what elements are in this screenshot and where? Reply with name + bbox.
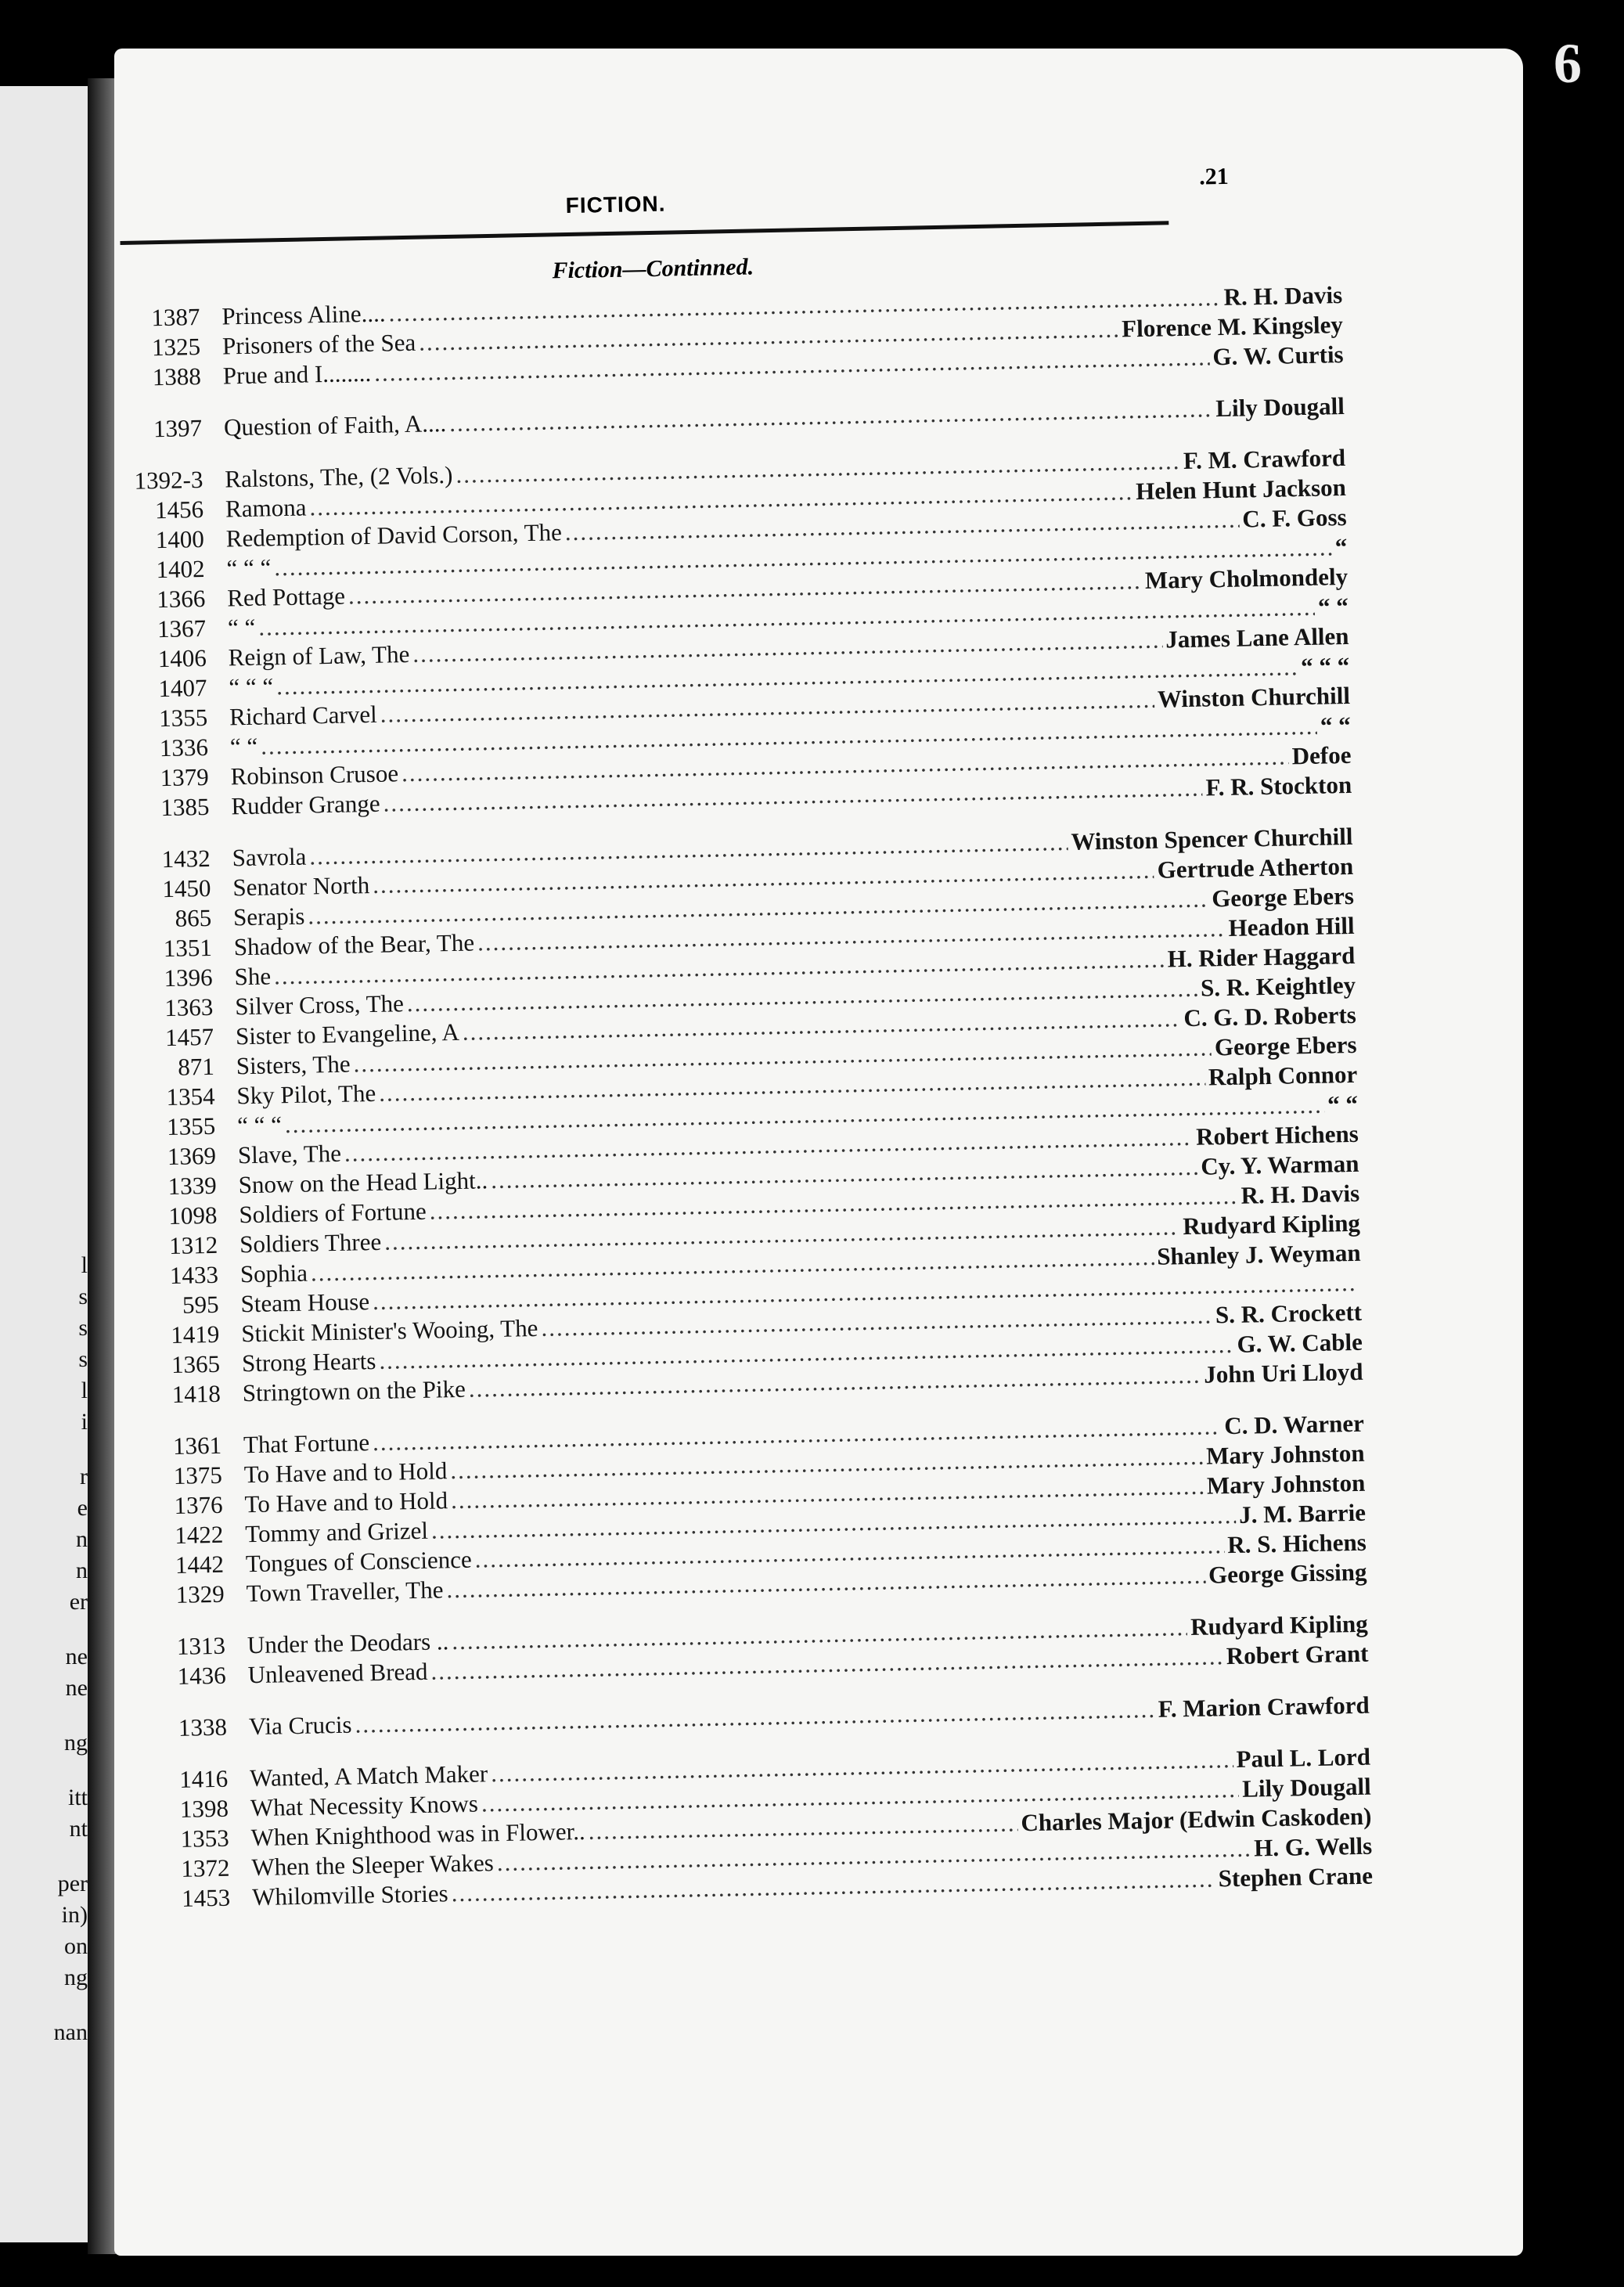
facing-page-fragment: i <box>81 1409 88 1435</box>
entry-title: “ “ <box>227 613 256 642</box>
entry-number: 1355 <box>158 703 208 733</box>
entry-author: “ “ <box>1327 1089 1359 1118</box>
entry-title: Red Pottage <box>226 582 346 612</box>
facing-page-fragment: ne <box>65 1675 88 1701</box>
entry-author: G. W. Curtis <box>1212 340 1344 371</box>
entry-title: Robinson Crusoe <box>230 759 399 791</box>
entry-author: “ <box>1334 532 1348 561</box>
entry-number: 1325 <box>151 333 201 362</box>
entry-title: Strong Hearts <box>241 1346 376 1378</box>
entry-author: George Ebers <box>1214 1030 1357 1061</box>
corner-mark: 6 <box>1554 32 1582 95</box>
facing-page-fragment: ng <box>64 1730 88 1756</box>
entry-author: James Lane Allen <box>1165 621 1349 654</box>
entry-title: Soldiers of Fortune <box>239 1197 427 1229</box>
facing-page-fragment: s <box>78 1346 88 1372</box>
entry-number: 1313 <box>176 1631 226 1660</box>
entry-author: F. M. Crawford <box>1183 443 1346 474</box>
entry-title: Via Crucis <box>248 1710 352 1741</box>
facing-page-fragment: per <box>57 1871 88 1896</box>
facing-page-fragment: n <box>76 1526 88 1552</box>
entry-title: When the Sleeper Wakes <box>251 1849 495 1882</box>
entry-title: Sophia <box>239 1259 308 1288</box>
entry-author: C. F. Goss <box>1242 502 1347 533</box>
entry-title: “ “ “ <box>236 1111 283 1140</box>
entry-number: 871 <box>177 1052 215 1081</box>
facing-page-fragment: itt <box>67 1785 88 1810</box>
entry-number: 1396 <box>164 963 213 992</box>
entry-number: 1385 <box>160 792 210 822</box>
facing-page-fragment: l <box>81 1252 88 1278</box>
entry-number: 1353 <box>180 1824 230 1853</box>
entry-author: Paul L. Lord <box>1236 1742 1371 1773</box>
entry-author: S. R. Crockett <box>1215 1298 1363 1329</box>
facing-page-fragment: nan <box>53 2019 88 2045</box>
entry-author: Charles Major (Edwin Caskoden) <box>1021 1802 1372 1837</box>
entry-title: Senator North <box>232 871 370 902</box>
entry-author: R. H. Davis <box>1223 281 1343 311</box>
entry-number: 1418 <box>171 1379 221 1408</box>
entry-title: Ralstons, The, (2 Vols.) <box>225 460 453 493</box>
entry-title: Princess Aline.... <box>221 299 386 330</box>
entry-title: Under the Deodars .. <box>247 1627 449 1659</box>
facing-page-fragment: on <box>64 1933 88 1959</box>
entry-number: 1366 <box>156 584 206 614</box>
entry-number: 1457 <box>164 1022 214 1052</box>
entry-author: Headon Hill <box>1228 911 1355 942</box>
entry-title: Stickit Minister's Wooing, The <box>240 1313 538 1348</box>
entry-number: 1354 <box>166 1082 215 1111</box>
entry-number: 1400 <box>155 524 205 554</box>
entry-number: 1363 <box>164 992 214 1022</box>
entry-title: That Fortune <box>243 1428 370 1459</box>
entry-number: 1336 <box>159 733 209 762</box>
entry-author: R. H. Davis <box>1241 1179 1360 1209</box>
section-title: Fiction—Continned. <box>552 254 754 284</box>
entry-title: Silver Cross, The <box>234 989 405 1021</box>
dot-leader <box>355 1695 1155 1740</box>
dot-leader <box>449 394 1213 438</box>
entry-author: Mary Johnston <box>1206 1468 1366 1500</box>
entry-number: 1376 <box>174 1490 223 1519</box>
entry-author: Winston Churchill <box>1157 681 1351 713</box>
entry-author: Stephen Crane <box>1218 1861 1374 1893</box>
entry-number: 1388 <box>152 362 202 391</box>
entry-number: 1379 <box>160 762 209 792</box>
header-rule <box>120 221 1168 245</box>
entry-author: F. R. Stockton <box>1205 770 1352 801</box>
entry-author: “ “ “ <box>1300 651 1350 681</box>
entry-number: 1372 <box>181 1853 230 1882</box>
entry-number: 1402 <box>156 554 205 584</box>
entry-title: Prisoners of the Sea <box>221 328 416 360</box>
entry-author: R. S. Hichens <box>1226 1528 1367 1559</box>
entry-title: Reign of Law, The <box>228 639 410 672</box>
facing-page-fragment: nt <box>69 1816 88 1842</box>
entry-author: Florence M. Kingsley <box>1121 311 1344 343</box>
entry-number: 1312 <box>168 1230 218 1260</box>
entry-number: 1098 <box>168 1201 218 1230</box>
entry-author: S. R. Keightley <box>1200 971 1356 1002</box>
entry-title: “ “ “ <box>226 553 272 582</box>
entry-number: 1456 <box>154 495 204 524</box>
entry-author: C. D. Warner <box>1223 1409 1365 1440</box>
entry-author: H. Rider Haggard <box>1167 941 1356 973</box>
entry-author: “ “ <box>1320 711 1351 740</box>
catalogue-entry <box>124 391 1345 445</box>
entry-author: Rudyard Kipling <box>1183 1208 1361 1241</box>
entry-number: 1397 <box>153 414 203 443</box>
entry-title: Ramona <box>225 493 307 523</box>
facing-page-fragment: ng <box>64 1965 88 1990</box>
running-title: FICTION. <box>565 191 666 218</box>
entry-author: Helen Hunt Jackson <box>1135 473 1347 506</box>
entry-number: 1398 <box>179 1794 229 1823</box>
entry-title: Slave, The <box>237 1139 342 1169</box>
entry-author: Robert Hichens <box>1195 1119 1359 1151</box>
entry-author: F. Marion Crawford <box>1158 1691 1370 1723</box>
entry-number: 1367 <box>157 614 207 643</box>
entry-number: 1351 <box>163 933 213 963</box>
entry-author: Ralph Connor <box>1208 1060 1358 1091</box>
facing-page-fragment: n <box>76 1558 88 1583</box>
entry-number: 1453 <box>181 1883 231 1912</box>
entry-author: Lily Dougall <box>1241 1772 1372 1803</box>
entry-title: When Knighthood was in Flower.. <box>250 1817 586 1852</box>
entry-author: C. G. D. Roberts <box>1183 1000 1357 1032</box>
facing-page-fragment: s <box>78 1315 88 1341</box>
entry-title: Serapis <box>232 902 305 931</box>
entry-number: 1450 <box>162 873 211 903</box>
entry-author: Gertrude Atherton <box>1157 852 1354 884</box>
entry-title: Tommy and Grizel <box>244 1516 429 1548</box>
entry-number: 1375 <box>173 1460 223 1489</box>
entry-author: Cy. Y. Warman <box>1200 1149 1359 1180</box>
entry-number: 1365 <box>171 1349 221 1378</box>
entry-number: 1419 <box>171 1320 220 1349</box>
entry-title: Prue and I........ <box>222 358 372 390</box>
entry-number: 1406 <box>157 643 207 673</box>
entry-number: 595 <box>182 1290 219 1319</box>
entry-title: Wanted, A Match Maker <box>249 1759 488 1792</box>
entry-title: Unleavened Bread <box>247 1657 428 1689</box>
entry-author: Rudyard Kipling <box>1190 1609 1369 1641</box>
entry-title: “ “ “ <box>229 672 274 701</box>
entry-title: Sisters, The <box>236 1050 351 1080</box>
entry-author: Lily Dougall <box>1215 391 1345 423</box>
entry-title: To Have and to Hold <box>243 1457 448 1489</box>
entry-author: Robert Grant <box>1226 1639 1369 1670</box>
entry-title: Redemption of David Corson, The <box>225 518 563 553</box>
entry-title: Snow on the Head Light.. <box>238 1166 488 1199</box>
entry-author: Shanley J. Weyman <box>1156 1238 1361 1270</box>
entry-number: 1436 <box>177 1661 227 1690</box>
page-content <box>119 157 1373 1914</box>
facing-page-fragment: s <box>78 1284 88 1309</box>
page-number: .21 <box>1198 163 1229 190</box>
entry-title: To Have and to Hold <box>244 1486 448 1518</box>
entry-number: 1387 <box>151 303 200 332</box>
entry-title: Sky Pilot, The <box>236 1079 376 1110</box>
entry-author: Defoe <box>1291 740 1352 770</box>
entry-number: 1422 <box>174 1520 224 1549</box>
entry-title: Steam House <box>240 1288 370 1318</box>
entry-title: Question of Faith, A.... <box>223 409 447 441</box>
entry-author: H. G. Wells <box>1253 1831 1373 1862</box>
entry-title: She <box>234 962 272 991</box>
facing-page-fragment: l <box>81 1378 88 1403</box>
entry-title: Town Traveller, The <box>246 1576 444 1608</box>
facing-page-fragment: e <box>77 1495 88 1521</box>
entry-title: What Necessity Knows <box>250 1789 479 1822</box>
entry-author: “ “ <box>1317 592 1349 621</box>
facing-page-fragment: r <box>80 1464 88 1489</box>
entry-title: Shadow of the Bear, The <box>233 928 475 961</box>
entry-author: G. W. Cable <box>1237 1327 1363 1358</box>
entry-number: 1338 <box>178 1713 228 1741</box>
entry-author: Mary Cholmondely <box>1144 562 1349 594</box>
entry-title: Tongues of Conscience <box>245 1545 473 1578</box>
entry-author: John Uri Lloyd <box>1203 1357 1363 1388</box>
entry-number: 1433 <box>169 1260 219 1290</box>
entry-number: 1355 <box>166 1111 216 1141</box>
entry-author: George Ebers <box>1211 881 1355 913</box>
entry-number: 1442 <box>175 1550 225 1579</box>
entry-author: J. M. Barrie <box>1238 1498 1367 1529</box>
facing-page-fragment: in) <box>61 1902 88 1928</box>
entry-number: 1369 <box>167 1141 217 1171</box>
entry-author: Mary Johnston <box>1205 1439 1365 1470</box>
entry-number: 1416 <box>178 1764 229 1793</box>
entry-list <box>121 280 1373 1914</box>
entry-title: Soldiers Three <box>239 1227 382 1259</box>
entry-number: 865 <box>175 903 212 932</box>
entry-title: “ “ <box>229 732 258 761</box>
entry-title: Sister to Evangeline, A <box>235 1017 460 1050</box>
entry-number: 1392-3 <box>134 466 203 495</box>
entry-title: Richard Carvel <box>229 700 378 731</box>
catalogue-entry <box>149 1691 1370 1744</box>
entry-author: George Gissing <box>1208 1558 1367 1589</box>
entry-number: 1329 <box>175 1579 225 1608</box>
facing-page-fragment: ne <box>65 1644 88 1669</box>
entry-number: 1407 <box>158 673 207 703</box>
entry-author: Winston Spencer Churchill <box>1071 822 1353 855</box>
facing-page-fragment: er <box>69 1589 88 1615</box>
entry-title: Whilomville Stories <box>251 1879 448 1911</box>
entry-number: 1432 <box>161 844 211 873</box>
entry-title: Rudder Grange <box>231 789 380 820</box>
entry-title: Savrola <box>232 842 307 872</box>
entry-number: 1339 <box>167 1171 218 1201</box>
entry-number: 1361 <box>172 1431 222 1460</box>
entry-title: Stringtown on the Pike <box>242 1374 466 1407</box>
